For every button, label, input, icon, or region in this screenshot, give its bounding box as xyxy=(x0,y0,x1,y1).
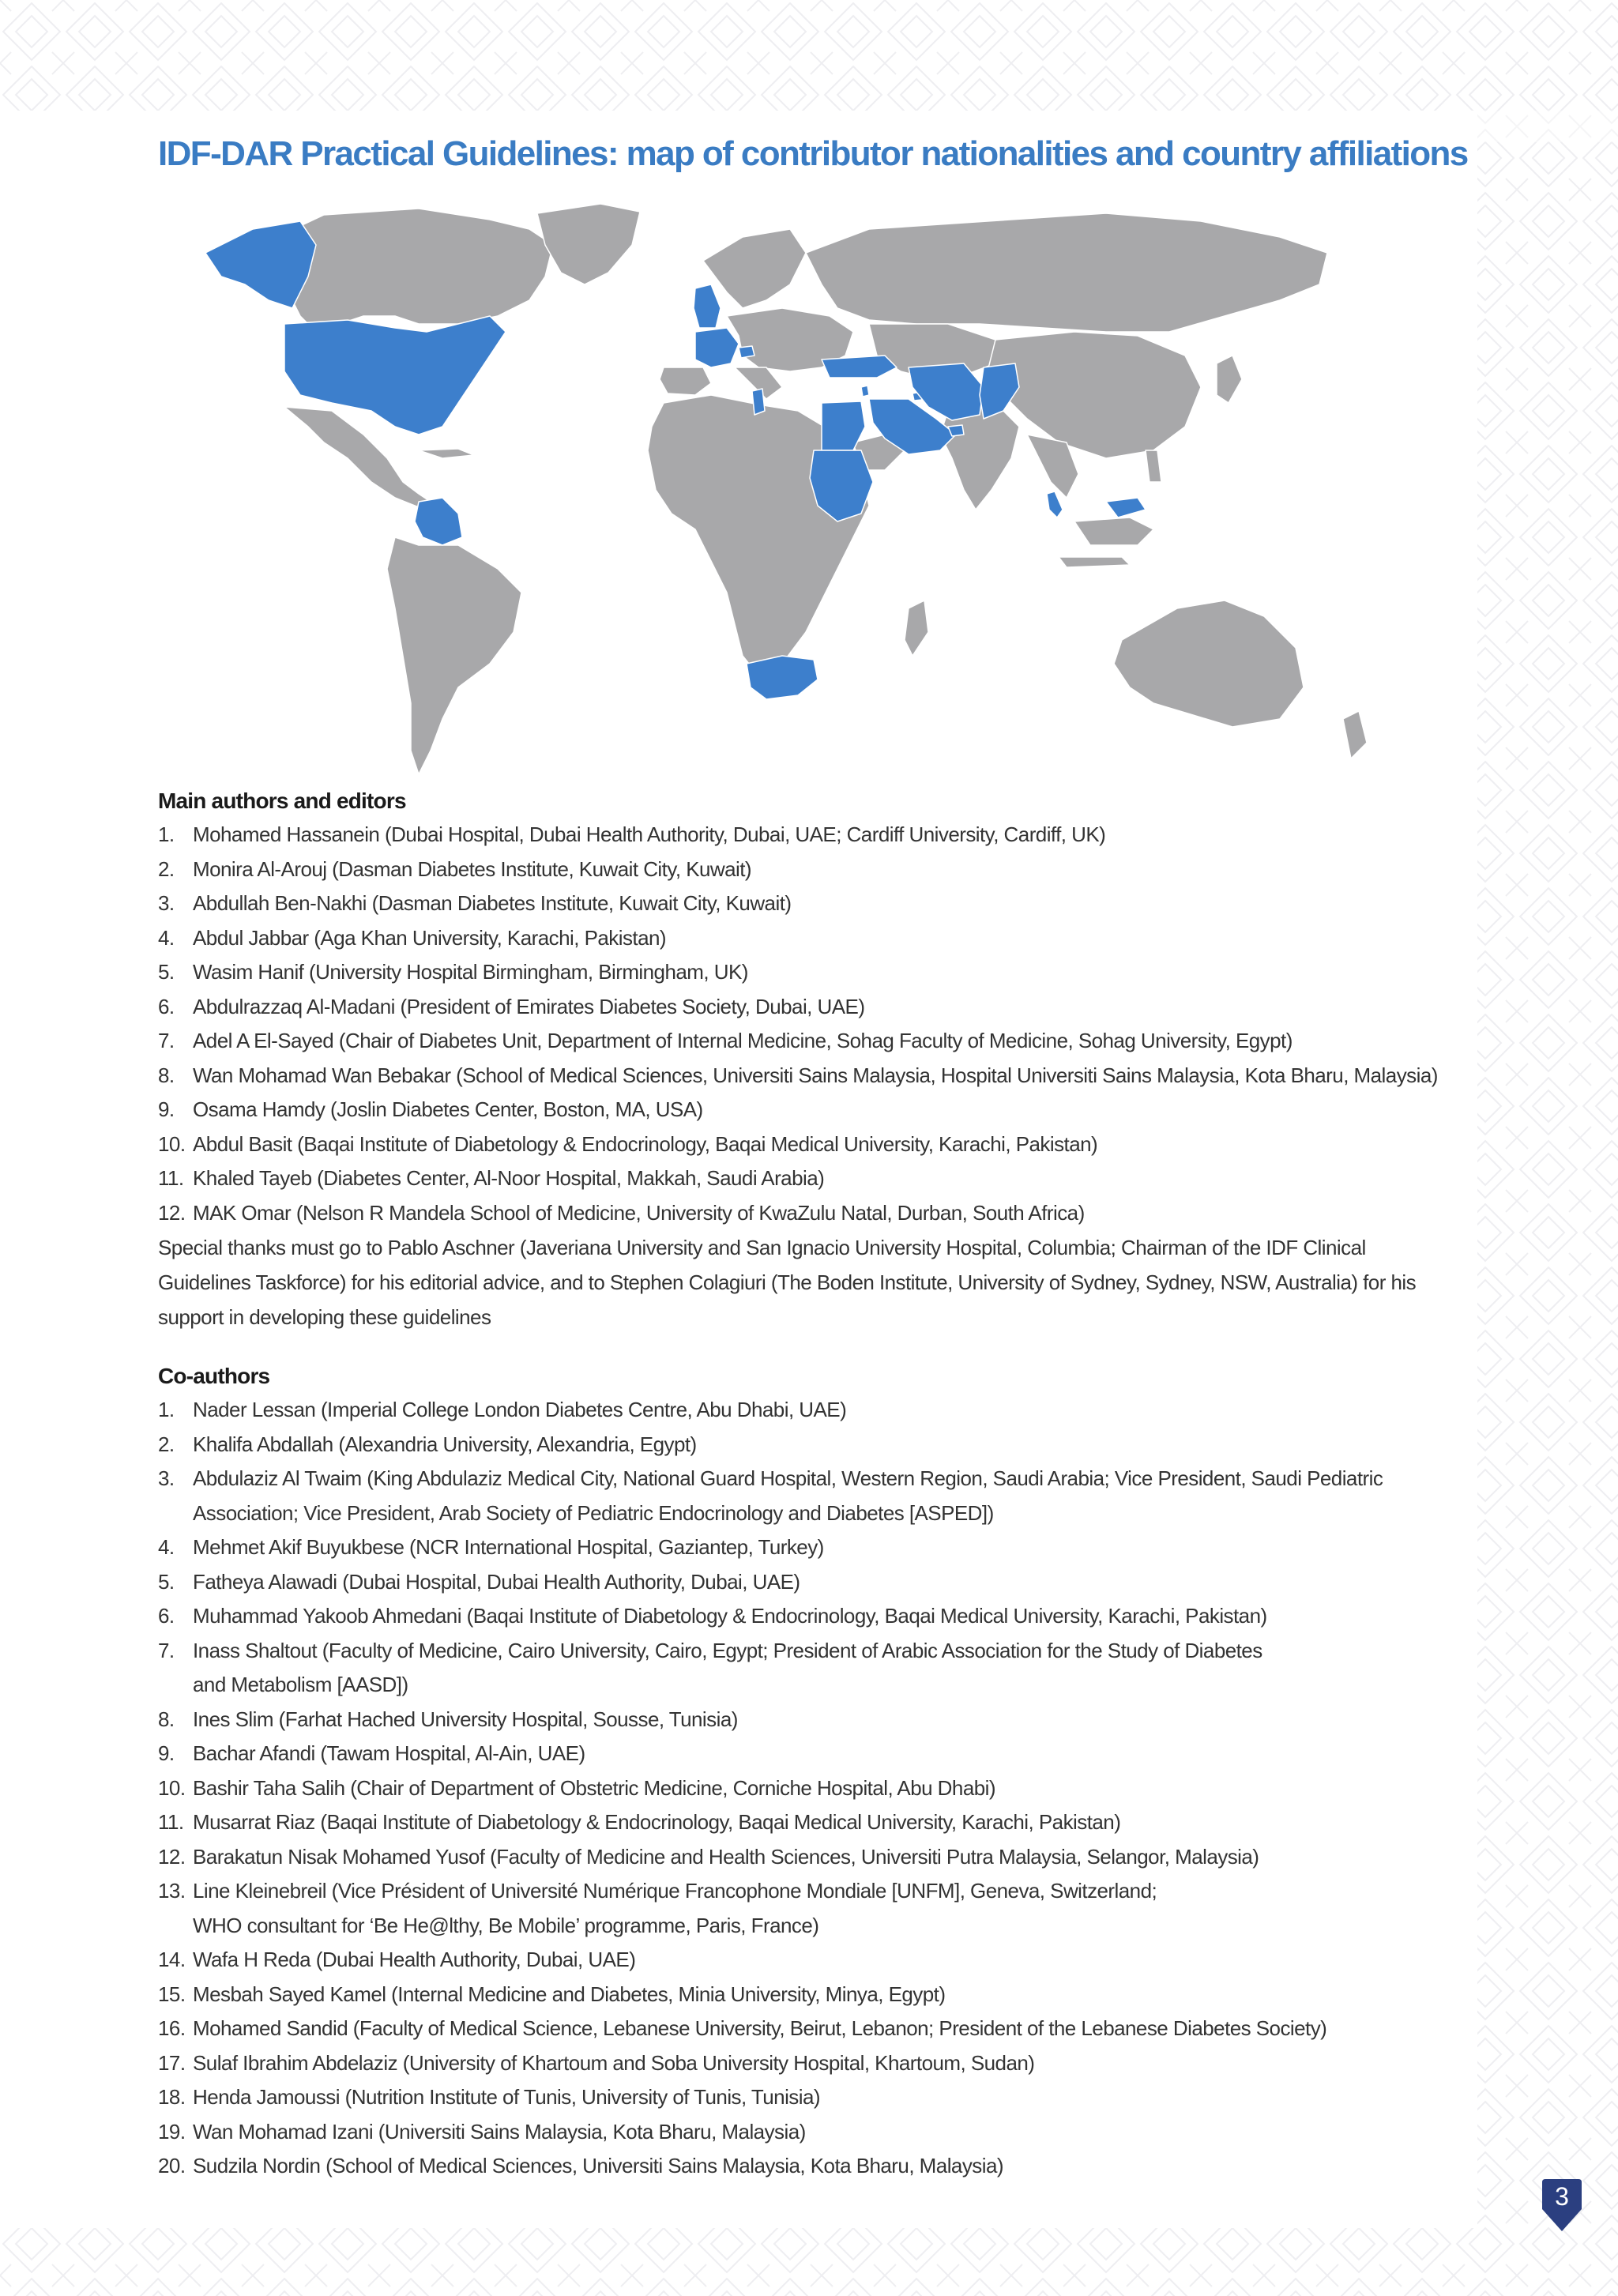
item-number: 11. xyxy=(158,1166,184,1190)
item-number: 17. xyxy=(158,2050,186,2075)
item-number: 15. xyxy=(158,1982,186,2006)
item-text: Sudzila Nordin (School of Medical Sciences, Universiti Sains Malaysia, Kota Bharu, Malaysia) xyxy=(193,2154,1003,2177)
map-region-scandinavia xyxy=(703,229,806,308)
map-region-russia xyxy=(806,213,1327,332)
item-text: Barakatun Nisak Mohamed Yusof (Faculty of Medicine and Health Sciences, Universiti Putra Malaysia, Selangor, Malaysia) xyxy=(193,1844,1259,1869)
item-text: Monira Al-Arouj (Dasman Diabetes Institute, Kuwait City, Kuwait) xyxy=(193,856,752,881)
item-text: Wasim Hanif (University Hospital Birmingham, Birmingham, UK) xyxy=(193,960,748,984)
map-highlight-south-africa xyxy=(747,656,818,699)
item-number: 1. xyxy=(158,822,175,846)
list-item xyxy=(158,2046,1501,2081)
list-item xyxy=(158,1530,1501,1565)
list-item xyxy=(158,1805,1501,1840)
list-item xyxy=(158,1978,1501,2012)
map-highlight-alaska xyxy=(205,221,316,308)
item-text: Inass Shaltout (Faculty of Medicine, Cairo University, Cairo, Egypt; President of Arabic Association for the Study of Diabetes xyxy=(193,1638,1262,1662)
thanks-line: support in developing these guidelines xyxy=(158,1305,491,1329)
item-text: Sulaf Ibrahim Abdelaziz (University of Khartoum and Soba University Hospital, Khartoum, Sudan) xyxy=(193,2050,1035,2075)
page-number: 3 xyxy=(1555,2182,1569,2211)
item-number: 6. xyxy=(158,994,175,1018)
item-text: Wan Mohamad Izani (Universiti Sains Malaysia, Kota Bharu, Malaysia) xyxy=(193,2119,806,2144)
list-item xyxy=(158,1196,1501,1231)
list-item xyxy=(158,818,1501,853)
item-text: Bachar Afandi (Tawam Hospital, Al-Ain, UAE) xyxy=(193,1741,585,1765)
item-text: Mohamed Hassanein (Dubai Hospital, Dubai Health Authority, Dubai, UAE; Cardiff University, Cardiff, UK) xyxy=(193,822,1106,846)
item-text: Musarrat Riaz (Baqai Institute of Diabetology & Endocrinology, Baqai Medical University, Karachi, Pakistan) xyxy=(193,1810,1121,1834)
list-item xyxy=(158,2012,1501,2046)
list-item xyxy=(158,2080,1501,2115)
item-number: 8. xyxy=(158,1707,175,1731)
item-text: Wan Mohamad Wan Bebakar (School of Medical Sciences, Universiti Sains Malaysia, Hospital Universiti Sains Malaysia, Kota Bharu, Malaysia) xyxy=(193,1063,1438,1087)
item-text: Mehmet Akif Buyukbese (NCR International Hospital, Gaziantep, Turkey) xyxy=(193,1535,824,1559)
page-title: IDF-DAR Practical Guidelines: map of contributor nationalities and country affiliations xyxy=(158,134,1468,173)
coauthors-list xyxy=(158,1393,1501,2184)
map-region-canada xyxy=(277,209,553,332)
map-highlight-uk xyxy=(694,284,721,328)
list-item xyxy=(158,1462,1501,1530)
item-number: 12. xyxy=(158,1844,186,1869)
contributors-content xyxy=(158,785,1501,2184)
map-highlight-pakistan xyxy=(980,363,1019,419)
list-item xyxy=(158,1703,1501,1737)
thanks-line: Guidelines Taskforce) for his editorial advice, and to Stephen Colagiuri (The Boden Institute, University of Sydney, Sydney, NSW, Australia) for his xyxy=(158,1270,1417,1294)
item-text: Bashir Taha Salih (Chair of Department of Obstetric Medicine, Corniche Hospital, Abu Dhabi) xyxy=(193,1775,995,1800)
list-item xyxy=(158,1771,1501,1806)
item-text: Mohamed Sandid (Faculty of Medical Science, Lebanese University, Beirut, Lebanon; President of the Lebanese Diabetes Society) xyxy=(193,2016,1327,2040)
map-highlight-malaysia-peninsula xyxy=(1047,491,1063,518)
item-text-continuation: WHO consultant for ‘Be He@lthy, Be Mobile’ programme, Paris, France) xyxy=(193,1913,819,1937)
item-number: 5. xyxy=(158,1569,175,1594)
item-text-continuation: Association; Vice President, Arab Society of Pediatric Endocrinology and Diabetes [ASPED]) xyxy=(193,1500,994,1525)
world-map xyxy=(158,198,1390,782)
list-item xyxy=(158,955,1501,990)
item-text: Ines Slim (Farhat Hached University Hospital, Sousse, Tunisia) xyxy=(193,1707,738,1731)
list-item xyxy=(158,853,1501,887)
main-authors-list xyxy=(158,818,1501,1230)
item-number: 16. xyxy=(158,2016,186,2040)
map-highlight-turkey xyxy=(822,356,897,378)
list-item xyxy=(158,990,1501,1025)
list-item xyxy=(158,921,1501,956)
list-item xyxy=(158,1428,1501,1462)
item-text: Henda Jamoussi (Nutrition Institute of Tunis, University of Tunis, Tunisia) xyxy=(193,2085,820,2109)
item-text: Abdullah Ben-Nakhi (Dasman Diabetes Institute, Kuwait City, Kuwait) xyxy=(193,891,792,915)
list-item xyxy=(158,1565,1501,1600)
item-text: Nader Lessan (Imperial College London Diabetes Centre, Abu Dhabi, UAE) xyxy=(193,1398,847,1421)
map-highlight-colombia xyxy=(415,498,462,545)
item-number: 10. xyxy=(158,1131,186,1156)
item-text: Khalifa Abdallah (Alexandria University, Alexandria, Egypt) xyxy=(193,1432,697,1456)
item-text: Abdul Basit (Baqai Institute of Diabetology & Endocrinology, Baqai Medical University, Karachi, Pakistan) xyxy=(193,1131,1098,1156)
map-region-china xyxy=(988,332,1201,458)
map-region-greenland xyxy=(537,204,640,284)
item-number: 11. xyxy=(158,1810,184,1834)
item-number: 8. xyxy=(158,1063,175,1087)
item-number: 3. xyxy=(158,1466,175,1490)
item-text: Adel A El-Sayed (Chair of Diabetes Unit, Department of Internal Medicine, Sohag Faculty of Medicine, Sohag University, Egypt) xyxy=(193,1029,1293,1052)
item-text: Mesbah Sayed Kamel (Internal Medicine and Diabetes, Minia University, Minya, Egypt) xyxy=(193,1982,946,2006)
list-item xyxy=(158,2149,1501,2184)
map-region-australia xyxy=(1114,600,1304,727)
list-item xyxy=(158,1634,1501,1703)
item-text: Muhammad Yakoob Ahmedani (Baqai Institute of Diabetology & Endocrinology, Baqai Medical University, Karachi, Pakistan) xyxy=(193,1604,1267,1628)
list-item xyxy=(158,2115,1501,2150)
thanks-line: Special thanks must go to Pablo Aschner (Javeriana University and San Ignacio University Hospital, Columbia; Chairman of the IDF Clinical xyxy=(158,1236,1366,1259)
list-item xyxy=(158,1024,1501,1059)
item-number: 10. xyxy=(158,1775,186,1800)
item-number: 14. xyxy=(158,1948,186,1971)
map-highlight-switzerland xyxy=(739,346,754,358)
item-number: 4. xyxy=(158,925,175,950)
item-number: 12. xyxy=(158,1200,186,1225)
list-item xyxy=(158,886,1501,921)
item-number: 7. xyxy=(158,1029,175,1052)
item-number: 9. xyxy=(158,1741,175,1765)
item-text: Fatheya Alawadi (Dubai Hospital, Dubai Health Authority, Dubai, UAE) xyxy=(193,1569,800,1594)
item-number: 18. xyxy=(158,2085,186,2109)
map-highlight-malaysia-borneo xyxy=(1106,498,1146,518)
item-number: 2. xyxy=(158,856,175,881)
item-number: 2. xyxy=(158,1432,175,1456)
item-number: 13. xyxy=(158,1879,186,1903)
list-item xyxy=(158,1127,1501,1162)
list-item xyxy=(158,1059,1501,1093)
item-text: Khaled Tayeb (Diabetes Center, Al-Noor Hospital, Makkah, Saudi Arabia) xyxy=(193,1166,825,1190)
list-item xyxy=(158,1840,1501,1875)
item-text: Abdulrazzaq Al-Madani (President of Emirates Diabetes Society, Dubai, UAE) xyxy=(193,994,865,1018)
item-text: Line Kleinebreil (Vice Président of Université Numérique Francophone Mondiale [UNFM], Geneva, Switzerland; xyxy=(193,1879,1157,1903)
item-number: 6. xyxy=(158,1604,175,1628)
item-number: 20. xyxy=(158,2154,186,2177)
item-text: Wafa H Reda (Dubai Health Authority, Dubai, UAE) xyxy=(193,1948,636,1971)
item-number: 3. xyxy=(158,891,175,915)
item-number: 7. xyxy=(158,1638,175,1662)
list-item xyxy=(158,1161,1501,1196)
list-item xyxy=(158,1943,1501,1978)
map-highlight-tunisia xyxy=(752,389,765,415)
item-text: Abdulaziz Al Twaim (King Abdulaziz Medical City, National Guard Hospital, Western Region, Saudi Arabia; Vice President, Saudi Pediatric xyxy=(193,1466,1383,1490)
list-item xyxy=(158,1737,1501,1771)
main-authors-heading: Main authors and editors xyxy=(158,789,406,813)
map-region-south-america xyxy=(387,537,521,774)
item-number: 1. xyxy=(158,1398,175,1421)
page-number-badge xyxy=(1539,2177,1585,2233)
map-highlight-lebanon xyxy=(861,386,869,397)
item-text: Abdul Jabbar (Aga Khan University, Karachi, Pakistan) xyxy=(193,925,667,950)
item-text: Osama Hamdy (Joslin Diabetes Center, Boston, MA, USA) xyxy=(193,1097,703,1121)
list-item xyxy=(158,1093,1501,1127)
list-item xyxy=(158,1599,1501,1634)
item-number: 4. xyxy=(158,1535,175,1559)
coauthors-heading: Co-authors xyxy=(158,1364,270,1388)
item-text-continuation: and Metabolism [AASD]) xyxy=(193,1673,408,1696)
map-highlight-france xyxy=(695,328,739,367)
list-item xyxy=(158,1874,1501,1943)
list-item xyxy=(158,1393,1501,1428)
item-text: MAK Omar (Nelson R Mandela School of Medicine, University of KwaZulu Natal, Durban, South Africa) xyxy=(193,1200,1085,1225)
special-thanks xyxy=(158,1230,1501,1334)
item-number: 9. xyxy=(158,1097,175,1121)
item-number: 19. xyxy=(158,2119,186,2144)
item-number: 5. xyxy=(158,960,175,984)
